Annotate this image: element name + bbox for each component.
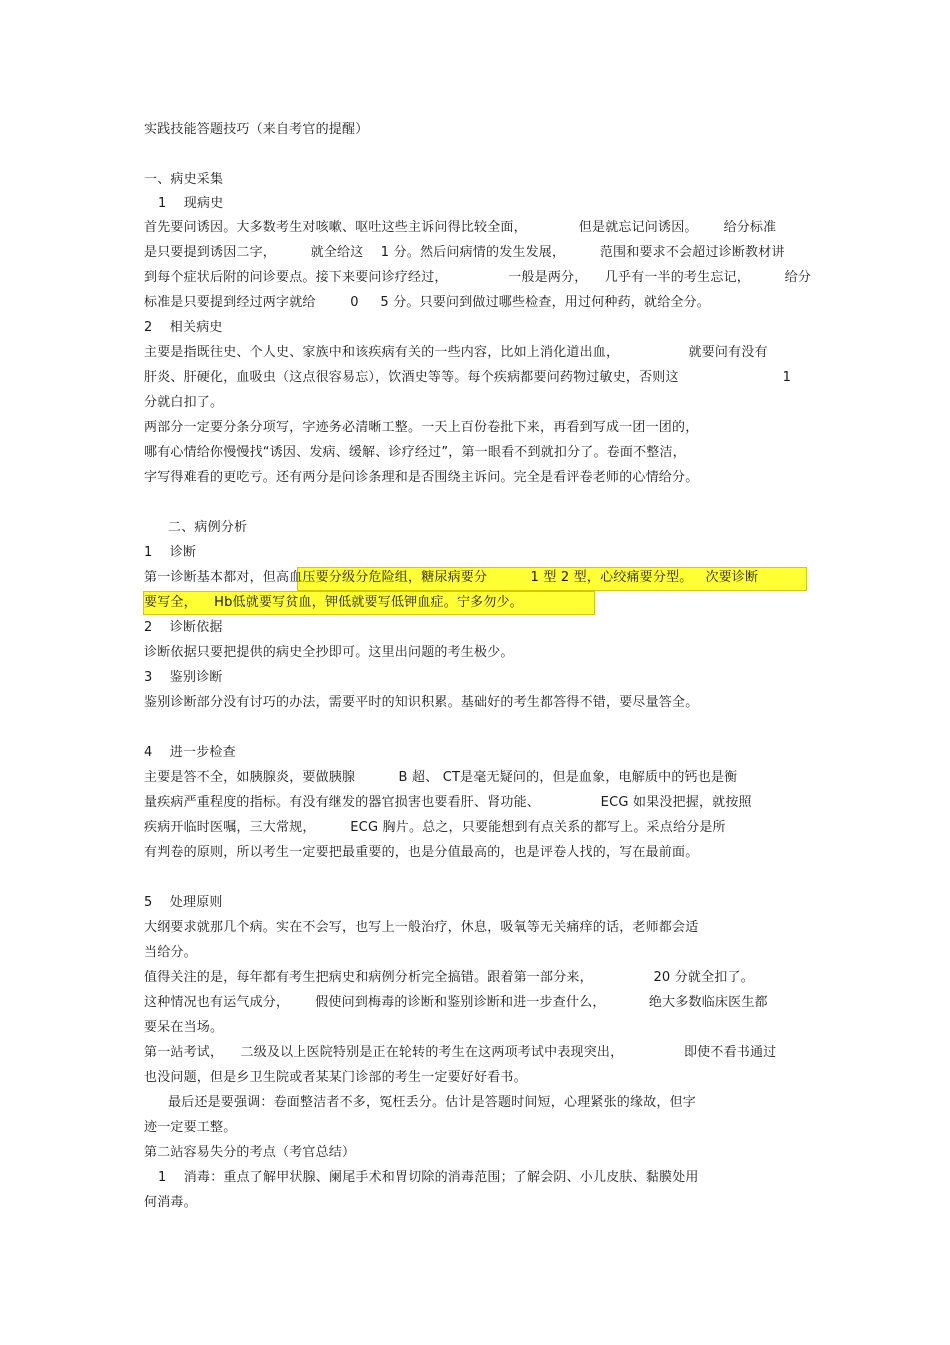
paragraph-line: 当给分。	[144, 945, 197, 960]
paragraph-line: 1 消毒：重点了解甲状腺、阑尾手术和胃切除的消毒范围；了解会阴、小儿皮肤、黏膜处用	[158, 1170, 699, 1185]
paragraph-line: 字写得难看的更吃亏。还有两分是问诊条理和是否围绕主诉问。完全是看评卷老师的心情给分。	[144, 470, 699, 485]
paragraph-line: 大纲要求就那几个病。实在不会写，也写上一般治疗，休息，吸氧等无关痛痒的话，老师都会适	[144, 920, 699, 935]
paragraph-line: 何消毒。	[144, 1195, 197, 1210]
paragraph-line: 诊断依据只要把提供的病史全抄即可。这里出问题的考生极少。	[144, 645, 514, 660]
item-heading-diagnostic-basis: 2 诊断依据	[144, 620, 223, 635]
paragraph-line: 两部分一定要分条分项写，字迹务必清晰工整。一天上百份卷批下来，再看到写成一团一团的，	[144, 420, 699, 435]
paragraph-line: 要呆在当场。	[144, 1020, 224, 1035]
section-heading-station-two: 第二站容易失分的考点（考官总结）	[144, 1145, 356, 1160]
highlighted-text: 血压要分级分危险组，糖尿病要分 1 型 2 型，心绞痛要分型。 次要诊断	[289, 570, 759, 585]
paragraph-line: 分就白扣了。	[144, 395, 224, 410]
paragraph-line: 到每个症状后附的问诊要点。接下来要问诊疗经过， 一般是两分， 几乎有一半的考生忘记， 给分	[144, 270, 812, 285]
item-heading-further-tests: 4 进一步检查	[144, 745, 236, 760]
paragraph-line: 值得关注的是，每年都有考生把病史和病例分析完全搞错。跟着第一部分来， 20 分就全扣了。	[144, 970, 754, 985]
paragraph-line: 最后还是要强调：卷面整洁者不多，冤枉丢分。估计是答题时间短，心理紧张的缘故，但字	[168, 1095, 697, 1110]
item-heading-present-illness: 1 现病史	[158, 196, 224, 211]
paragraph-line: 是只要提到诱因二字， 就全给这 1 分。然后问病情的发生发展， 范围和要求不会超过诊断教材讲	[144, 245, 785, 260]
paragraph-line: 量疾病严重程度的指标。有没有继发的器官损害也要看肝、肾功能、 ECG 如果没把握，就按照	[144, 795, 752, 810]
paragraph-line: 这种情况也有运气成分， 假使问到梅毒的诊断和鉴别诊断和进一步查什么， 绝大多数临床医生都	[144, 995, 768, 1010]
paragraph-line	[144, 570, 758, 586]
paragraph-line: 疾病开临时医嘱，三大常规， ECG 胸片。总之，只要能想到有点关系的都写上。采点给分是所	[144, 820, 726, 835]
item-heading-differential-diagnosis: 3 鉴别诊断	[144, 670, 223, 685]
paragraph-line: 主要是指既往史、个人史、家族中和该疾病有关的一些内容，比如上消化道出血， 就要问有没有	[144, 345, 768, 360]
paragraph-line: 主要是答不全，如胰腺炎，要做胰腺 B 超、 CT是毫无疑问的，但是血象，电解质中的钙也是衡	[144, 770, 738, 785]
item-heading-related-history: 2 相关病史	[144, 320, 223, 335]
paragraph-line: 首先要问诱因。大多数考生对咳嗽、呕吐这些主诉问得比较全面， 但是就忘记问诱因。 给分标准	[144, 220, 777, 235]
section-heading-case-analysis: 二、病例分析	[168, 520, 248, 535]
paragraph-line: 第一站考试， 二级及以上医院特别是正在轮转的考生在这两项考试中表现突出， 即使不看书通过	[144, 1045, 777, 1060]
paragraph-line: 有判卷的原则，所以考生一定要把最重要的，也是分值最高的，也是评卷人找的，写在最前面。	[144, 845, 699, 860]
paragraph-line: 标准是只要提到经过两字就给 0 5 分。只要问到做过哪些检查，用过何种药，就给全分。	[144, 295, 710, 310]
paragraph-line: 肝炎、肝硬化，血吸虫（这点很容易忘），饮酒史等等。每个疾病都要问药物过敏史，否则这 1	[144, 370, 792, 385]
paragraph-line: 鉴别诊断部分没有讨巧的办法，需要平时的知识积累。基础好的考生都答得不错，要尽量答全。	[144, 695, 699, 710]
item-heading-diagnosis: 1 诊断	[144, 545, 197, 560]
section-heading-history: 一、病史采集	[144, 172, 224, 187]
paragraph-line: 也没问题，但是乡卫生院或者某某门诊部的考生一定要好好看书。	[144, 1070, 527, 1085]
plain-text: 第一诊断基本都对，但高	[144, 570, 290, 585]
paragraph-line: 迹一定要工整。	[144, 1120, 237, 1135]
paragraph-line: 哪有心情给你慢慢找“诱因、发病、缓解、诊疗经过”，第一眼看不到就扣分了。卷面不整洁，	[144, 445, 686, 460]
item-heading-treatment: 5 处理原则	[144, 895, 223, 910]
highlighted-text: 要写全， Hb低就要写贫血，钾低就要写低钾血症。宁多勿少。	[144, 595, 523, 610]
document-title: 实践技能答题技巧（来自考官的提醒）	[144, 122, 369, 137]
